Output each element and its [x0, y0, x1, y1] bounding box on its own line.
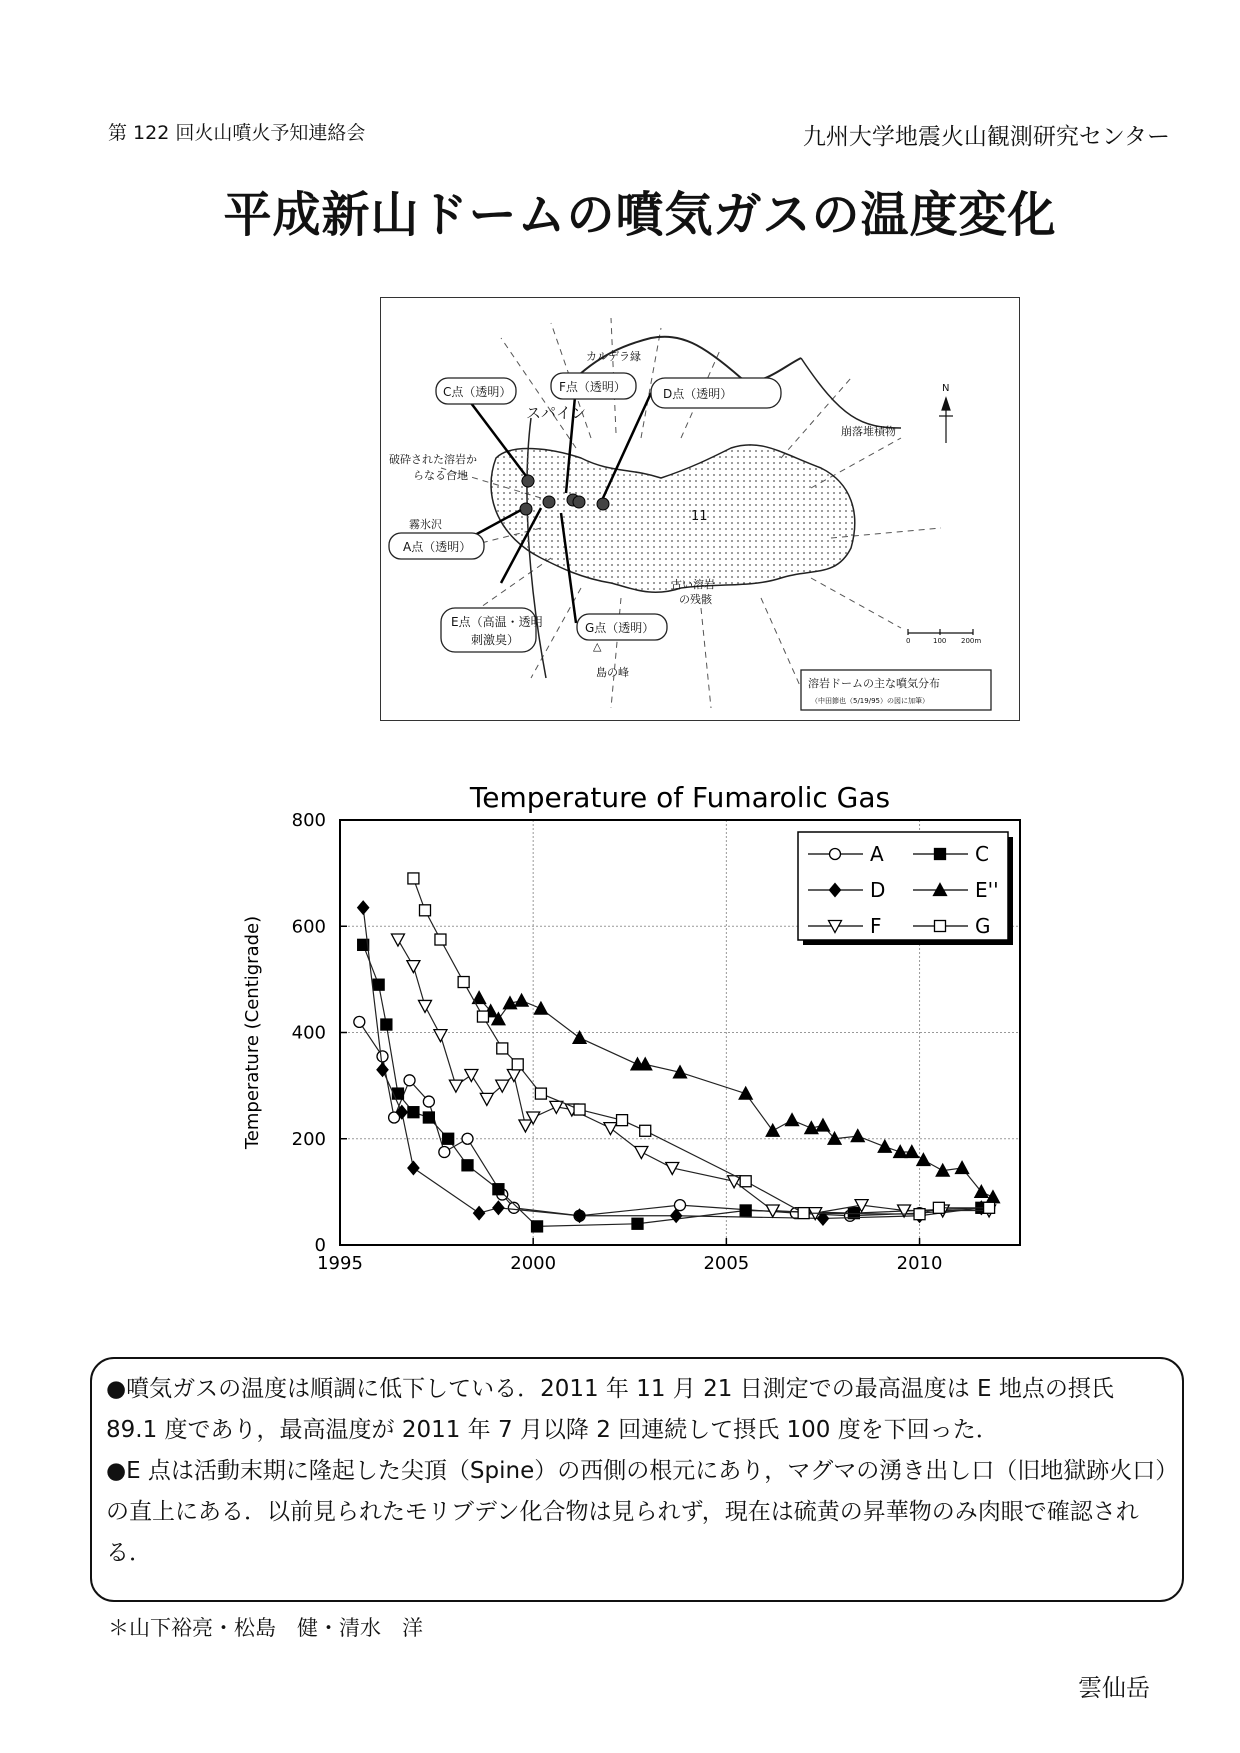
- point-c-9: [532, 1221, 543, 1232]
- label-kirihi: 霧氷沢: [409, 518, 442, 531]
- label-triangle: △: [593, 640, 602, 653]
- label-old-1: 古い溶岩: [671, 578, 715, 591]
- legend-marker-c: [935, 849, 946, 860]
- x-tick-label-1995: 1995: [317, 1253, 363, 1274]
- x-tick-label-2000: 2000: [510, 1253, 557, 1274]
- point-e-16: [851, 1130, 864, 1142]
- point-g-4: [477, 1011, 488, 1022]
- point-c-3: [392, 1088, 403, 1099]
- point-e-12: [786, 1114, 799, 1126]
- y-tick-label-200: 200: [291, 1128, 326, 1150]
- series-e: [473, 991, 1000, 1202]
- series-line-e: [479, 998, 993, 1197]
- point-f-13: [604, 1123, 617, 1135]
- label-plateau-1: 破砕された溶岩か: [389, 453, 477, 466]
- point-f-2: [419, 1000, 432, 1012]
- point-f-6: [480, 1093, 493, 1105]
- point-c-1: [373, 979, 384, 990]
- point-g-9: [617, 1115, 628, 1126]
- point-g-2: [435, 934, 446, 945]
- point-g-10: [640, 1125, 651, 1136]
- chart-title: Temperature of Fumarolic Gas: [469, 781, 891, 814]
- point-c-7: [462, 1160, 473, 1171]
- page-title: 平成新山ドームの噴気ガスの温度変化: [223, 187, 1057, 243]
- series-a: [354, 1016, 995, 1221]
- point-g-7: [535, 1088, 546, 1099]
- legend-label-d: D: [870, 878, 886, 902]
- callout-e-line2: 刺激臭）: [471, 633, 520, 647]
- x-tick-label-2005: 2005: [703, 1253, 750, 1274]
- point-c-2: [381, 1019, 392, 1030]
- point-d-4: [474, 1207, 485, 1220]
- point-e-4: [515, 994, 528, 1006]
- point-g-5: [497, 1043, 508, 1054]
- series-d: [358, 901, 987, 1225]
- fumarole-map: [380, 297, 1020, 721]
- y-tick-label-800: 800: [291, 810, 326, 831]
- point-g-6: [512, 1059, 523, 1070]
- y-axis-label: Temperature (Centigrade): [242, 915, 263, 1150]
- point-f-4: [449, 1080, 462, 1092]
- callout-d: D点（透明）: [663, 387, 733, 401]
- point-c-11: [740, 1205, 751, 1216]
- summary-paragraph-1: ●噴気ガスの温度は順調に低下している．2011 年 11 月 21 日測定での最高温度は E 地点の摂氏 89.1 度であり，最高温度が 2011 年 7 月以降 2 回連続して摂氏 100 度を下回った．: [106, 1376, 1114, 1443]
- legend-label-a: A: [870, 842, 884, 866]
- scale-200: 200m: [961, 637, 982, 645]
- callout-e-line1: E点（高温・透明: [451, 615, 543, 629]
- map-drawing: [381, 298, 1020, 721]
- point-a-5: [439, 1147, 450, 1158]
- chart-svg: [230, 780, 1050, 1290]
- y-tick-label-400: 400: [291, 1022, 326, 1044]
- point-g-0: [408, 873, 419, 884]
- point-g-14: [933, 1202, 944, 1213]
- callout-f: F点（透明）: [559, 380, 626, 394]
- lava-dome: [491, 445, 855, 593]
- point-a-1: [377, 1051, 388, 1062]
- point-g-12: [798, 1208, 809, 1219]
- scale-bar: [908, 629, 973, 635]
- point-e-14: [816, 1119, 829, 1131]
- point-e-17: [878, 1140, 891, 1152]
- label-spine: スパイン: [526, 404, 587, 422]
- callout-a: A点（透明）: [403, 540, 472, 554]
- legend-marker-a: [830, 849, 841, 860]
- summary-box: [90, 1357, 1184, 1602]
- label-old-2: の残骸: [679, 593, 712, 606]
- point-d-3: [408, 1161, 419, 1174]
- organization-label: 九州大学地震火山観測研究センター: [802, 124, 1170, 150]
- series-line-a: [359, 1022, 989, 1216]
- legend-label-e: E'': [975, 878, 999, 902]
- point-e-11: [766, 1124, 779, 1136]
- label-plateau-2: らなる台地: [413, 469, 468, 482]
- point-e-6: [573, 1031, 586, 1043]
- point-e-20: [917, 1154, 930, 1166]
- label-shimanomine: 島の峰: [596, 666, 629, 679]
- north-label: N: [942, 383, 950, 394]
- north-arrow: [939, 398, 953, 443]
- point-g-3: [458, 977, 469, 988]
- point-f-5: [465, 1070, 478, 1082]
- point-a-3: [404, 1075, 415, 1086]
- point-d-5: [493, 1201, 504, 1214]
- meeting-label: 第 122 回火山噴火予知連絡会: [108, 122, 366, 144]
- point-e-10: [739, 1087, 752, 1099]
- point-c-8: [493, 1184, 504, 1195]
- authors-line: ＊山下裕亮・松島 健・清水 洋: [108, 1616, 423, 1640]
- point-c-4: [408, 1107, 419, 1118]
- point-f-14: [635, 1147, 648, 1159]
- point-d-0: [358, 901, 369, 914]
- point-g-1: [420, 905, 431, 916]
- x-tick-label-2010: 2010: [896, 1253, 943, 1274]
- summary-paragraph-2: ●E 点は活動末期に隆起した尖頂（Spine）の西側の根元にあり，マグマの湧き出し口（旧地獄跡火口）の直上にある．以前見られたモリブデン化合物は見られず，現在は硫黄の昇華物のみ肉眼で確認される．: [106, 1458, 1167, 1566]
- ridge-line: [801, 358, 901, 428]
- temperature-chart: [230, 780, 1050, 1290]
- callout-c: C点（透明）: [443, 385, 512, 399]
- point-f-9: [519, 1120, 532, 1132]
- point-a-4: [423, 1096, 434, 1107]
- point-a-0: [354, 1016, 365, 1027]
- legend-label-g: G: [975, 914, 991, 938]
- point-e-5: [534, 1002, 547, 1014]
- y-tick-label-600: 600: [291, 916, 326, 938]
- point-e-24: [986, 1191, 999, 1203]
- point-e-22: [956, 1161, 969, 1173]
- scale-0: 0: [906, 637, 911, 645]
- point-c-6: [443, 1133, 454, 1144]
- map-caption-sub: （中田節也（5/19/95）の図に加筆）: [811, 697, 929, 705]
- label-lobe-11: 11: [691, 509, 708, 524]
- point-c-10: [632, 1218, 643, 1229]
- point-f-3: [434, 1030, 447, 1042]
- point-g-13: [914, 1209, 925, 1220]
- volcano-name: 雲仙岳: [1078, 1674, 1150, 1702]
- point-g-15: [984, 1202, 995, 1213]
- point-a-6: [462, 1133, 473, 1144]
- legend-label-c: C: [975, 842, 989, 866]
- callout-g: G点（透明）: [585, 621, 655, 635]
- point-g-11: [740, 1176, 751, 1187]
- point-c-5: [423, 1112, 434, 1123]
- y-tick-label-0: 0: [314, 1235, 326, 1256]
- point-f-0: [391, 934, 404, 946]
- label-caldera: カルデラ縁: [586, 350, 641, 363]
- label-collapse: 崩落堆積物: [841, 425, 896, 438]
- legend-marker-g: [935, 921, 946, 932]
- map-caption: 溶岩ドームの主な噴気分布: [808, 677, 940, 690]
- point-g-8: [574, 1104, 585, 1115]
- scale-100: 100: [933, 637, 947, 645]
- point-f-1: [407, 961, 420, 973]
- legend-label-f: F: [870, 914, 882, 938]
